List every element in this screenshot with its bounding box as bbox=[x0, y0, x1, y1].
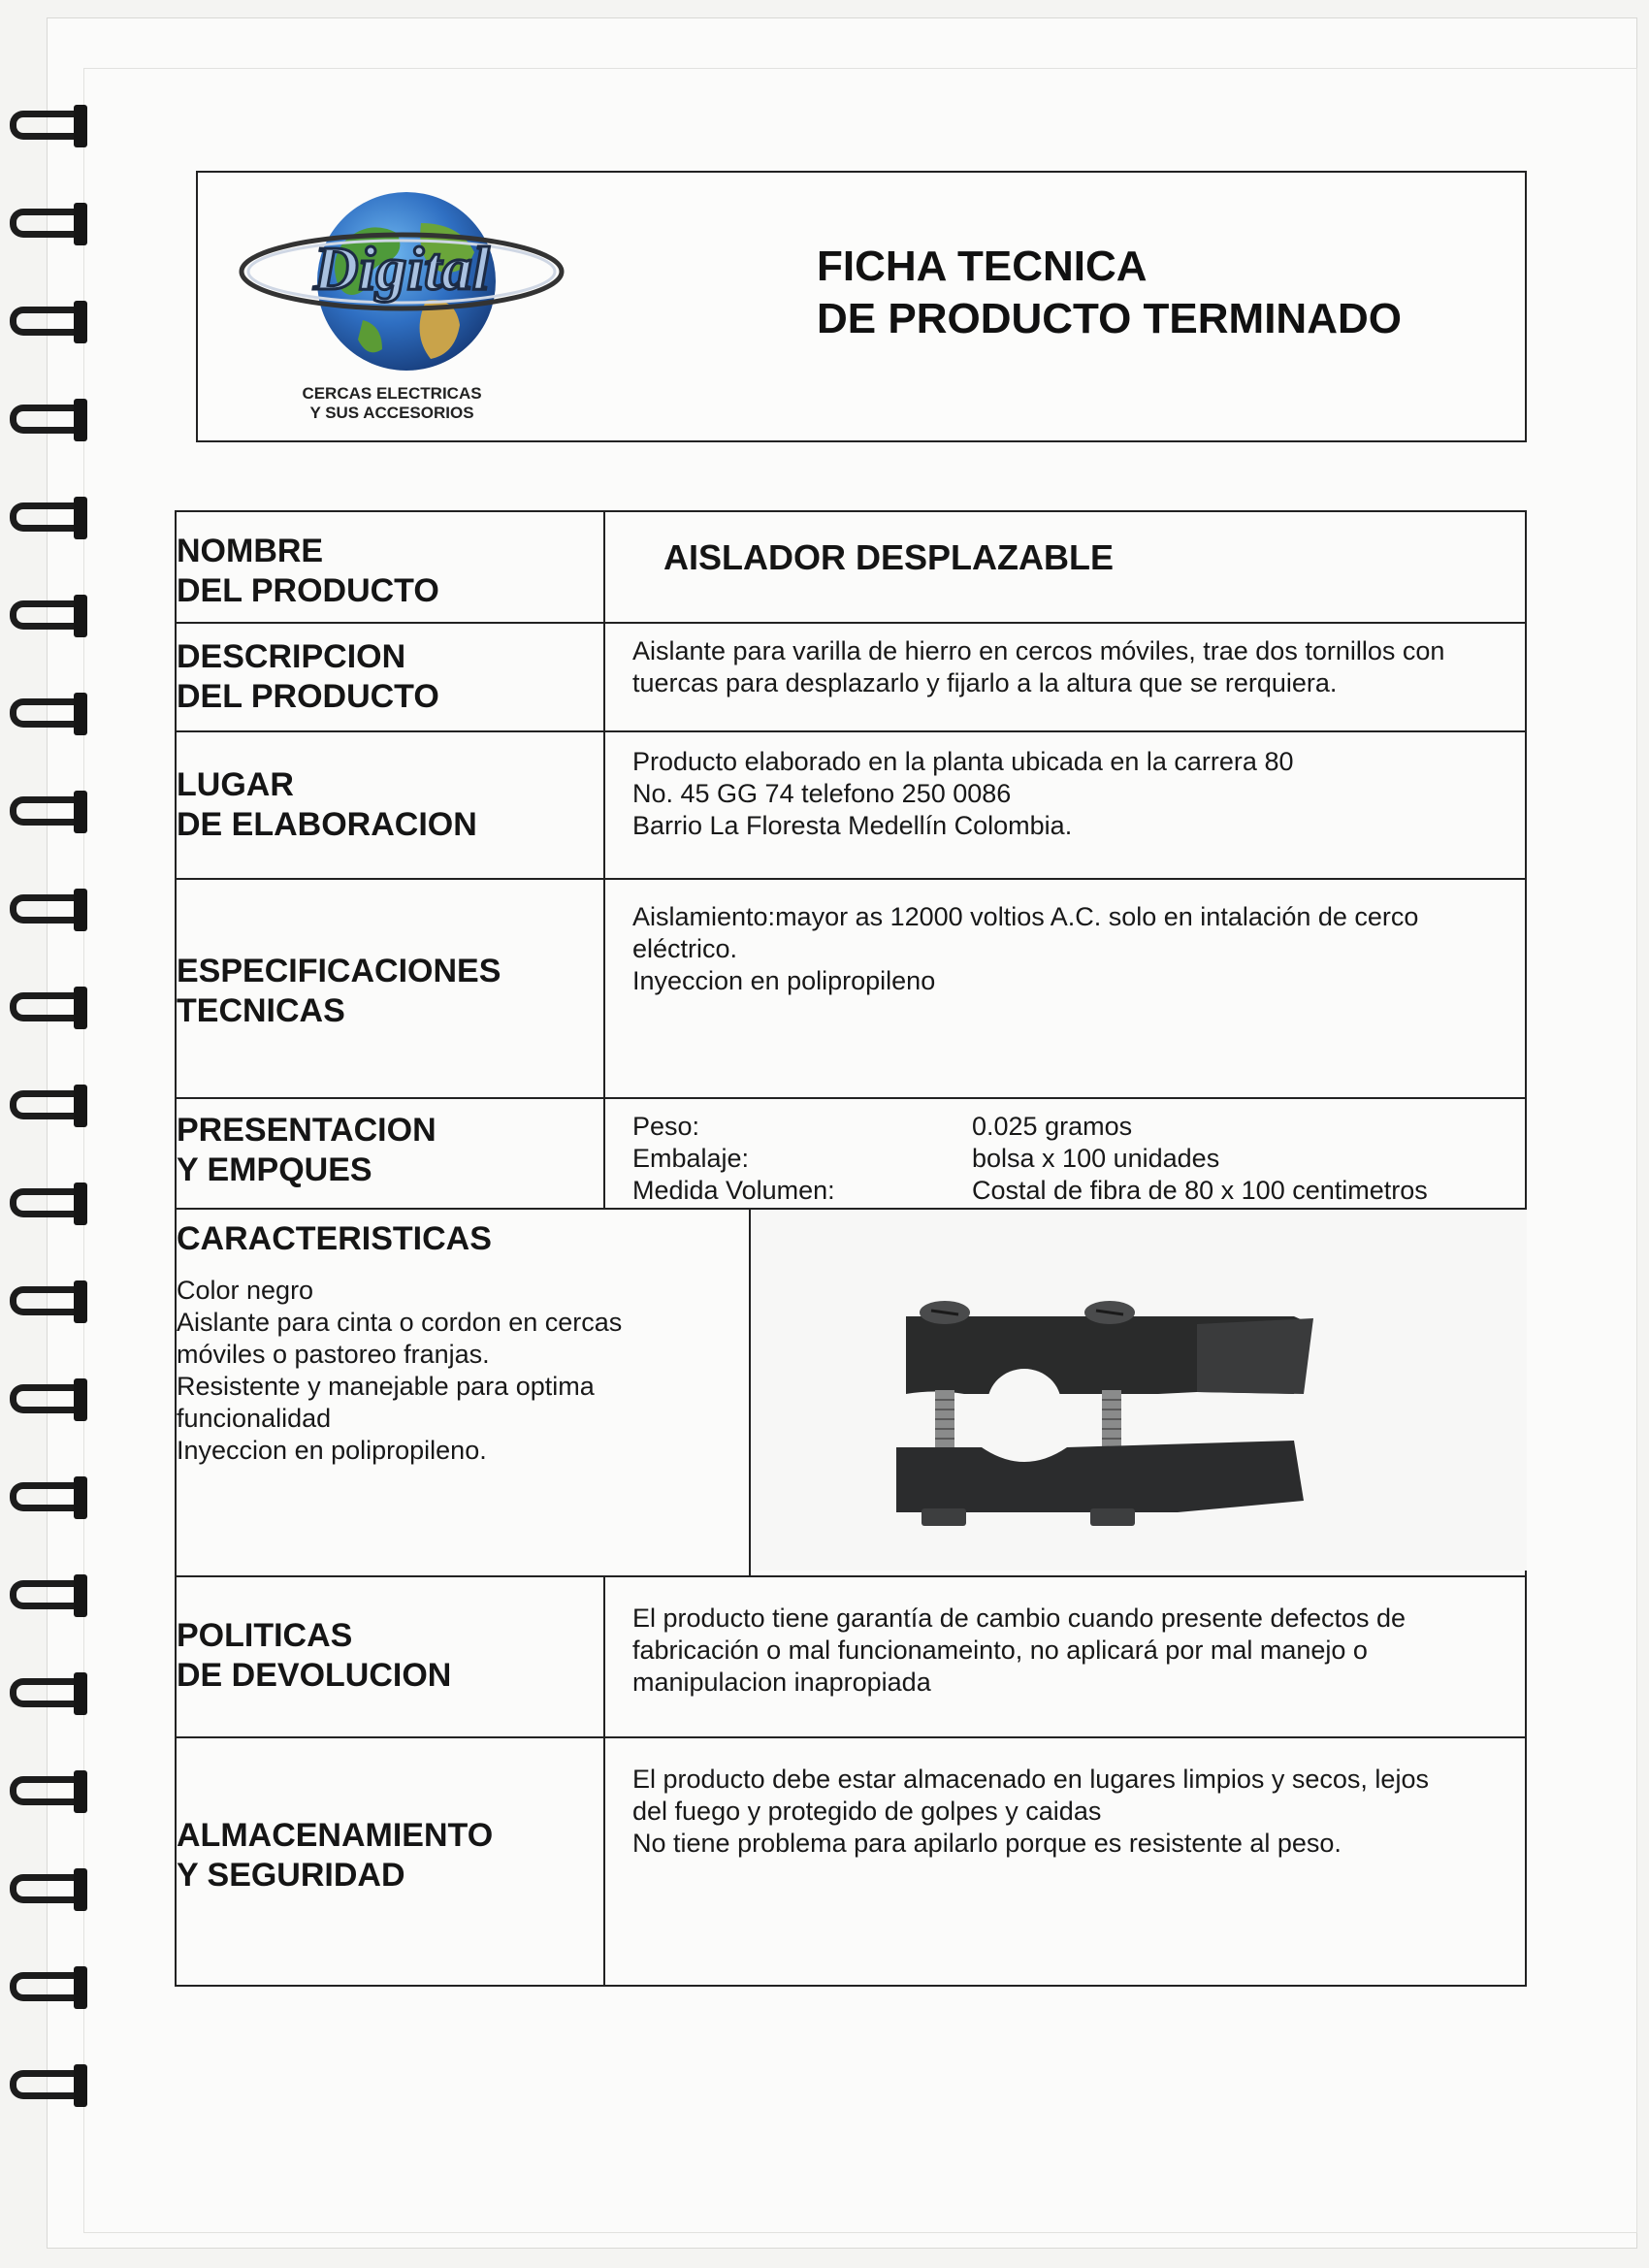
label-caracteristicas: CARACTERISTICAS Color negro Aislante para cinta o cordon en cercas móviles o pastoreo franjas. Resistente y manejable para optima funcionalidad Inyeccion en polipropileno. bbox=[176, 1209, 750, 1576]
spiral-ring bbox=[10, 1476, 91, 1521]
row-lugar bbox=[176, 731, 1526, 879]
logo-caption: CERCAS ELECTRICAS Y SUS ACCESORIOS bbox=[302, 384, 482, 422]
spiral-ring bbox=[10, 1183, 91, 1227]
header-box bbox=[196, 171, 1527, 442]
value-almacenamiento: El producto debe estar almacenado en lugares limpios y secos, lejos del fuego y protegido de golpes y caidas No tiene problema para apilarlo porque es resistente al peso. bbox=[604, 1737, 1526, 1986]
label-especificaciones: ESPECIFICACIONES TECNICAS bbox=[176, 879, 604, 1098]
spiral-binding bbox=[0, 0, 107, 2268]
product-photo-cell bbox=[750, 1209, 1526, 1576]
spiral-ring bbox=[10, 1574, 91, 1619]
value-politicas: El producto tiene garantía de cambio cuando presente defectos de fabricación o mal funcionameinto, no aplicará por mal manejo o manipulacion inapropiada bbox=[604, 1576, 1526, 1737]
insulator-photo bbox=[751, 1210, 1527, 1571]
spiral-ring bbox=[10, 1770, 91, 1815]
logo-wordmark: Digital bbox=[313, 234, 490, 303]
label-nombre: NOMBRE DEL PRODUCTO bbox=[176, 511, 604, 623]
row-almacenamiento bbox=[176, 1737, 1526, 1986]
label-presentacion: PRESENTACION Y EMPQUES bbox=[176, 1098, 604, 1209]
spiral-ring bbox=[10, 399, 91, 443]
spiral-ring bbox=[10, 105, 91, 149]
spiral-ring bbox=[10, 1868, 91, 1913]
spiral-ring bbox=[10, 987, 91, 1031]
spiral-ring bbox=[10, 1280, 91, 1325]
value-nombre: AISLADOR DESPLAZABLE bbox=[604, 511, 1526, 623]
presentacion-value: bolsa x 100 unidades bbox=[972, 1144, 1220, 1173]
value-lugar: Producto elaborado en la planta ubicada en la carrera 80 No. 45 GG 74 telefono 250 0086 Barrio La Floresta Medellín Colombia. bbox=[604, 731, 1526, 879]
presentacion-key: Medida Volumen: bbox=[632, 1176, 835, 1205]
label-lugar: LUGAR DE ELABORACION bbox=[176, 731, 604, 879]
row-nombre bbox=[176, 511, 1526, 623]
label-descripcion: DESCRIPCION DEL PRODUCTO bbox=[176, 623, 604, 731]
presentacion-key: Embalaje: bbox=[632, 1144, 750, 1173]
row-descripcion bbox=[176, 623, 1526, 731]
presentacion-value: Costal de fibra de 80 x 100 centimetros bbox=[972, 1176, 1428, 1205]
spiral-ring bbox=[10, 497, 91, 541]
spiral-ring bbox=[10, 2064, 91, 2109]
row-politicas bbox=[176, 1576, 1526, 1737]
value-presentacion bbox=[604, 1098, 1526, 1209]
spiral-ring bbox=[10, 889, 91, 933]
row-caracteristicas bbox=[176, 1209, 1526, 1576]
product-sheet-table bbox=[175, 510, 1527, 1987]
spiral-ring bbox=[10, 1966, 91, 2011]
label-almacenamiento: ALMACENAMIENTO Y SEGURIDAD bbox=[176, 1737, 604, 1986]
presentacion-value: 0.025 gramos bbox=[972, 1112, 1133, 1141]
page-title: FICHA TECNICA DE PRODUCTO TERMINADO bbox=[817, 243, 1402, 342]
value-especificaciones: Aislamiento:mayor as 12000 voltios A.C. solo en intalación de cerco eléctrico. Inyeccion en polipropileno bbox=[604, 879, 1526, 1098]
row-presentacion bbox=[176, 1098, 1526, 1209]
value-descripcion: Aislante para varilla de hierro en cercos móviles, trae dos tornillos con tuercas para desplazarlo y fijarlo a la altura que se rerquiera. bbox=[604, 623, 1526, 731]
spiral-ring bbox=[10, 791, 91, 835]
spiral-ring bbox=[10, 693, 91, 737]
presentacion-key: Peso: bbox=[632, 1112, 700, 1141]
spiral-ring bbox=[10, 1085, 91, 1129]
spiral-ring bbox=[10, 1378, 91, 1423]
row-especificaciones bbox=[176, 879, 1526, 1098]
label-politicas: POLITICAS DE DEVOLUCION bbox=[176, 1576, 604, 1737]
spiral-ring bbox=[10, 203, 91, 247]
spiral-ring bbox=[10, 595, 91, 639]
spiral-ring bbox=[10, 1672, 91, 1717]
spiral-ring bbox=[10, 301, 91, 345]
